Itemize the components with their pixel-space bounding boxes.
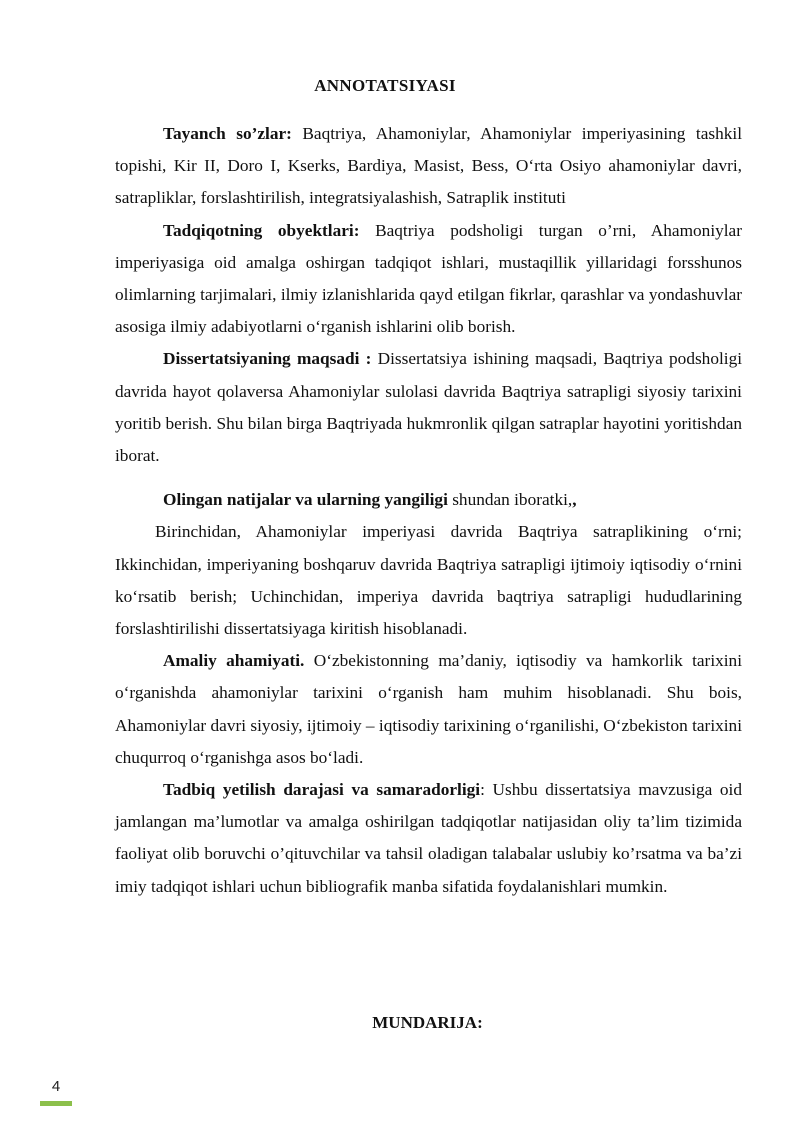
objects-text: Baqtriya podsholigi turgan o’rni, Ahamoniylar imperiyasiga oid amalga oshirgan tadqiqot ishlari, mustaqillik yillaridagi forsshunos olimlarning tarjimalari, ilmiy izlanishlarida qayd etilgan fikrlar, qarashlar va yondashuvlar asosiga ilmiy adabiyotlarni o‘rganish ishlarini olib borish. <box>115 220 742 337</box>
paragraph-practical <box>115 645 742 774</box>
paragraph-objects <box>115 215 742 344</box>
toc-heading: MUNDARIJA: <box>372 1013 483 1032</box>
keywords-text: Baqtriya, Ahamoniylar, Ahamoniylar imperiyasining tashkil topishi, Kir II, Doro I, Kserks, Bardiya, Masist, Bess, O‘rta Osiyo ahamoniylar davri, satrapliklar, forslashtirilish, integratsiyalashish, Satraplik instituti <box>115 124 743 208</box>
practical-label: Amaliy ahamiyati. <box>163 651 305 671</box>
annotation-body <box>115 118 742 903</box>
goal-text: Dissertatsiya ishining maqsadi, Baqtriya podsholigi davrida hayot qolaversa Ahamoniylar sulolasi davrida Baqtriya satrapligi siyosiy tarixini yoritib berish. Shu bilan birga Baqtriyada hukmronlik qilgan satraplar hayotini yoritishdan iborat. <box>115 349 743 466</box>
paragraph-results-list <box>115 516 742 645</box>
page-title: ANNOTATSIYASI <box>314 76 456 95</box>
keywords-label: Tayanch so’zlar: <box>163 124 292 143</box>
paragraph-goal <box>115 343 742 472</box>
paragraph-keywords <box>115 118 742 215</box>
results-text: shundan iboratki, <box>447 490 573 510</box>
objects-label: Tadqiqotning obyektlari: <box>163 220 360 240</box>
implementation-label: Tadbiq yetilish darajasi va samaradorligi <box>163 780 481 800</box>
practical-text: O‘zbekistonning ma’daniy, iqtisodiy va hamkorlik tarixini o‘rganishda ahamoniylar tarixini o‘rganish ham muhim hisoblanadi. Shu bois, Ahamoniylar davri siyosiy, ijtimoiy – iqtisodiy tarixining o‘rganilishi, O‘zbekiston tarixini chuqurroq o‘rganishga asos bo‘ladi. <box>115 651 743 767</box>
paragraph-results: Olingan natijalar va ularning yangiligi shundan iboratki,, <box>163 490 577 510</box>
implementation-text: : Ushbu dissertatsiya mavzusiga oid jamlangan ma’lumotlar va amalga oshirilgan tadqiqotlar natijasidan oliy ta’lim tizimida faoliyat olib boruvchi o’qituvchilar va tahsil oladigan talabalar uslubiy ko’rsatma va ba’zi imiy tadqiqot ishlari uchun bibliografik manba sifatida foydalanishlari mumkin. <box>115 780 742 896</box>
goal-label: Dissertatsiyaning maqsadi : <box>163 349 372 369</box>
page-number-bar <box>40 1101 72 1106</box>
page-number: 4 <box>51 1078 61 1095</box>
results-list-text: Birinchidan, Ahamoniylar imperiyasi davrida Baqtriya satraplikining o‘rni; Ikkinchidan, imperiyaning boshqaruv davrida Baqtriya satrapligi ijtimoiy iqtisodiy o‘rnini ko‘rsatib berish; Uchinchidan, imperiya davrida baqtriya satrapligi hududlarining forslashtirilishi dissertatsiyaga kiritish hisoblanadi. <box>115 522 742 639</box>
paragraph-implementation <box>115 774 742 903</box>
results-label: Olingan natijalar va ularning yangiligi <box>163 490 448 510</box>
